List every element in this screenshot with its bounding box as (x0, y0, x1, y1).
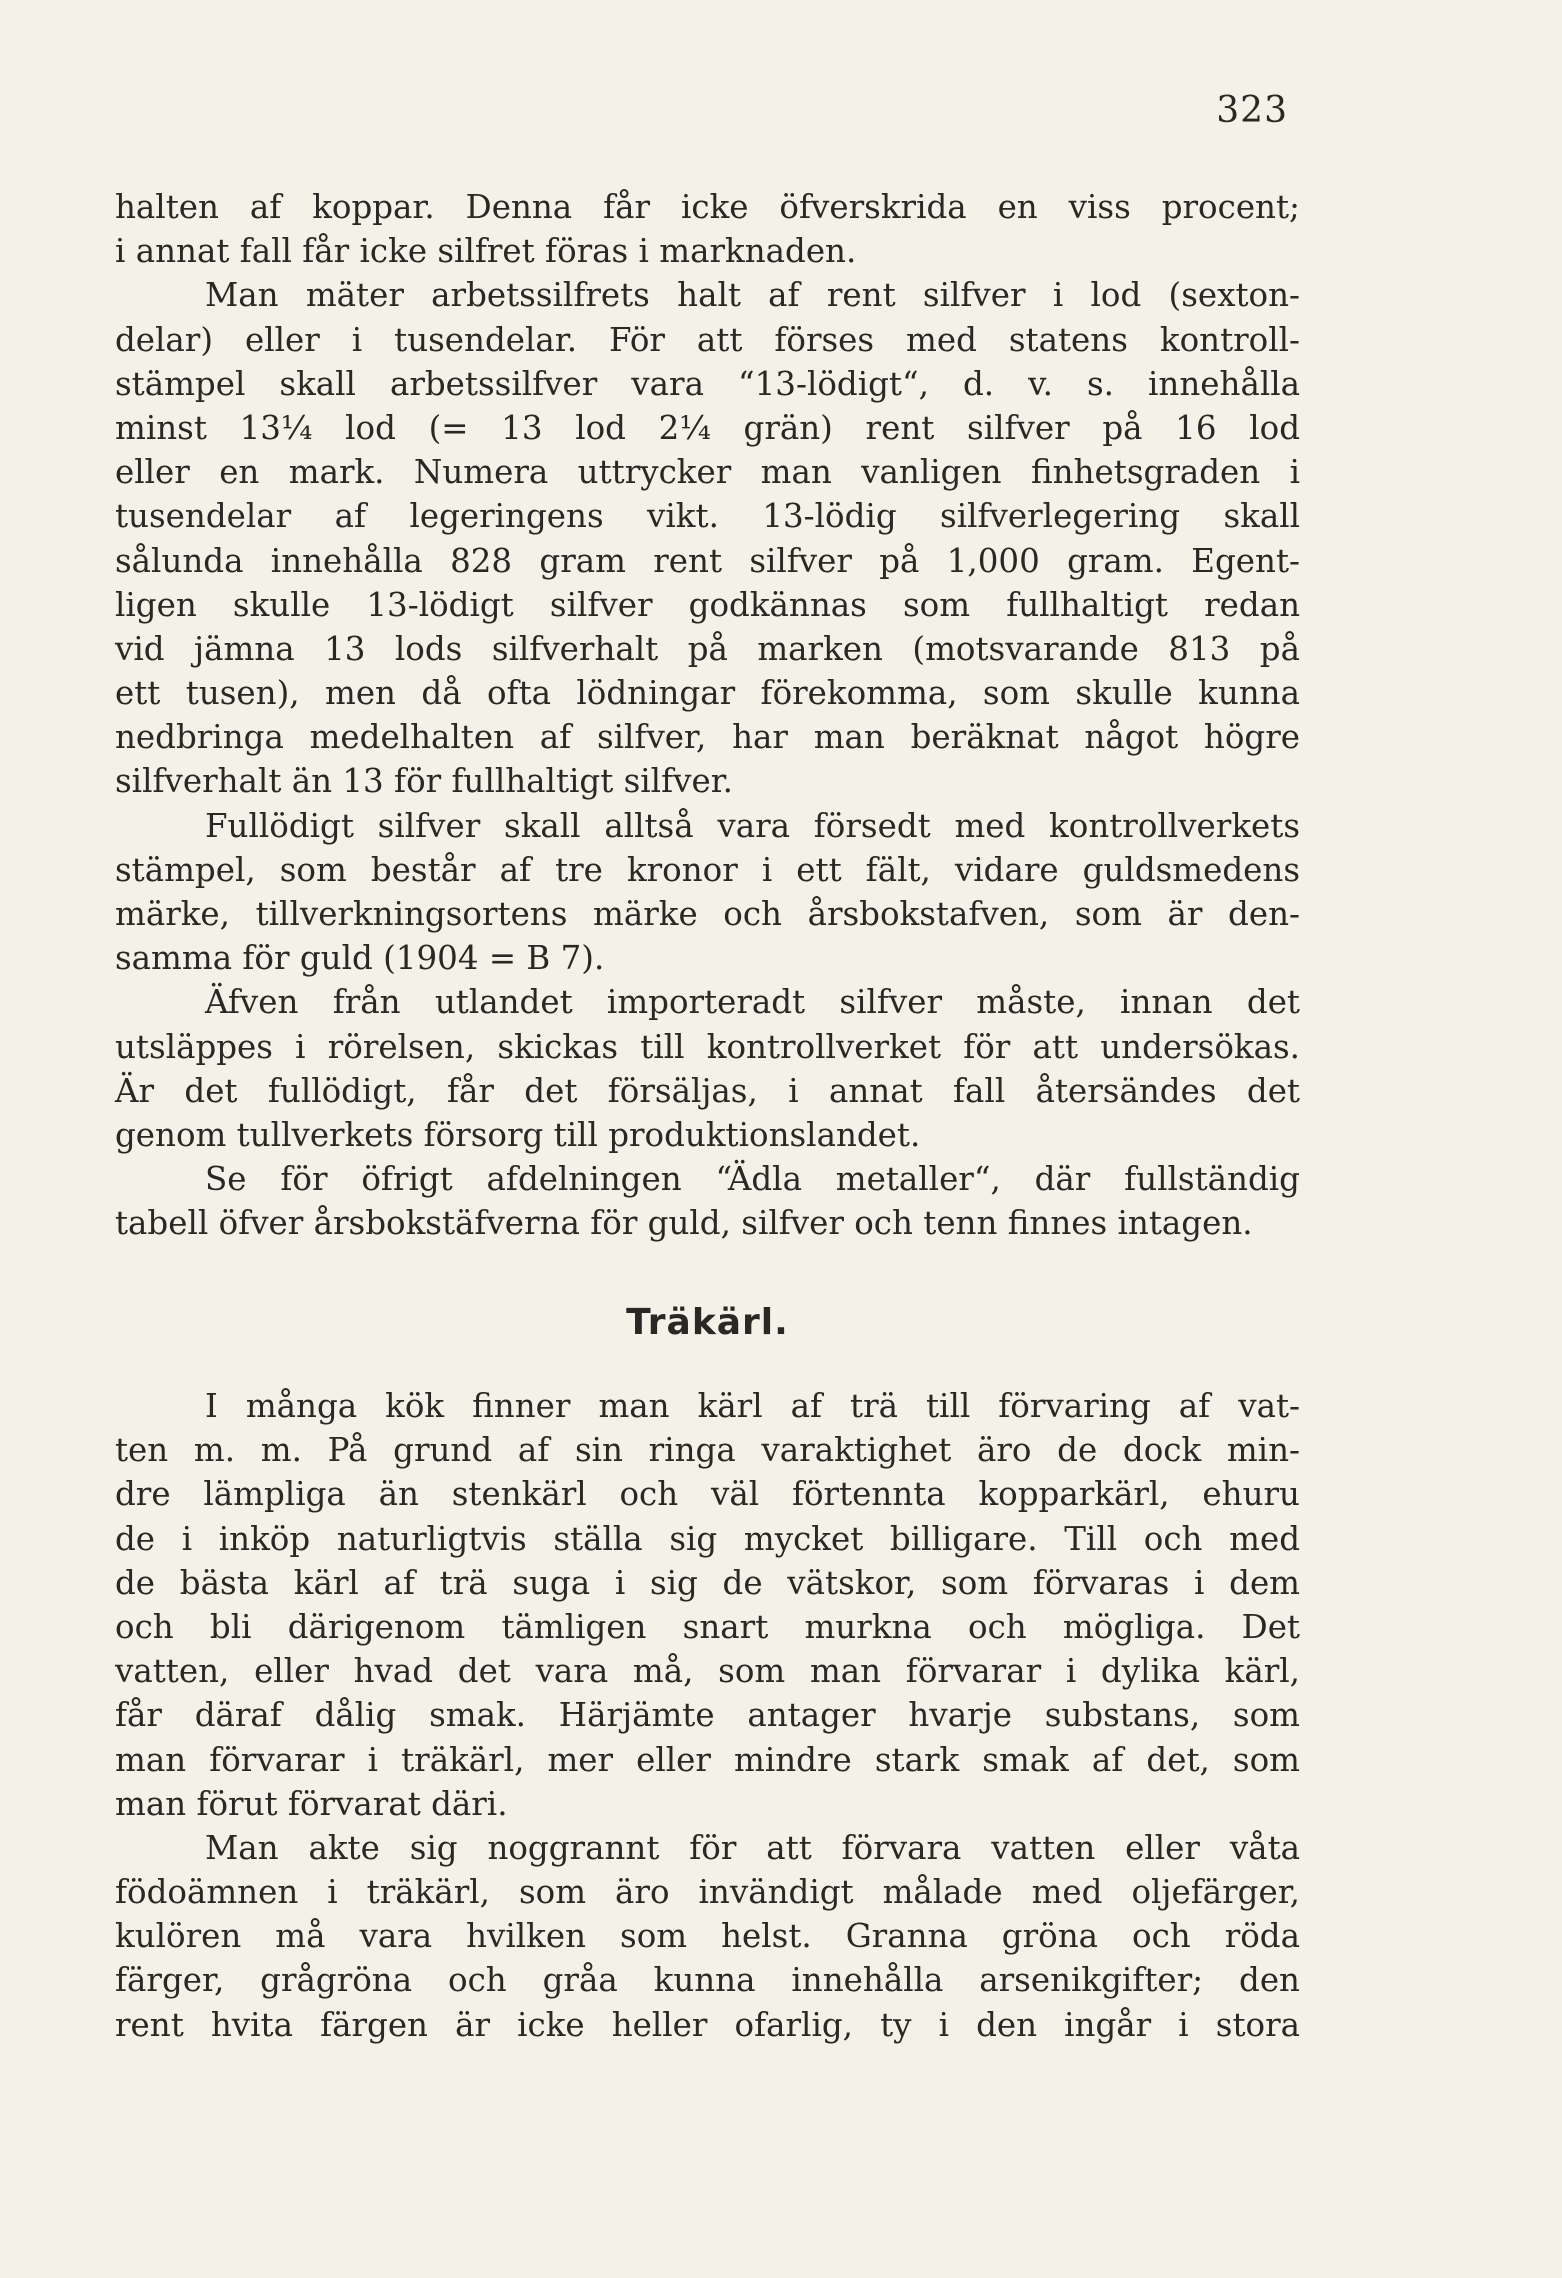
text-line: minst 13¼ lod (= 13 lod 2¼ grän) rent silfver på 16 lod (115, 408, 1300, 447)
text-line: de i inköp naturligtvis ställa sig mycket billigare. Till och med (115, 1519, 1300, 1558)
text-line: får däraf dålig smak. Härjämte antager hvarje substans, som (115, 1696, 1300, 1735)
text-line: Se för öfrigt afdelningen “Ädla metaller“, där fullständig (205, 1160, 1300, 1199)
text-line: Fullödigt silfver skall alltså vara försedt med kontrollverkets (205, 806, 1300, 845)
text-line: kulören må vara hvilken som helst. Granna gröna och röda (115, 1917, 1300, 1956)
page-number: 323 (1216, 90, 1288, 131)
text-line: man förut förvarat däri. (115, 1784, 508, 1823)
text-line: Man akte sig noggrannt för att förvara vatten eller våta (205, 1828, 1300, 1867)
text-line: färger, grågröna och gråa kunna innehålla arsenikgifter; den (115, 1961, 1300, 2000)
text-line: tabell öfver årsbokstäfverna för guld, silfver och tenn finnes intagen. (115, 1204, 1253, 1243)
text-line: och bli därigenom tämligen snart murkna och mögliga. Det (115, 1607, 1300, 1646)
text-line: silfverhalt än 13 för fullhaltigt silfver. (115, 762, 733, 801)
text-line: märke, tillverkningsortens märke och årsbokstafven, som är den- (115, 895, 1300, 933)
text-line: stämpel skall arbetssilfver vara “13-lödigt“, d. v. s. innehålla (115, 364, 1300, 403)
text-line: de bästa kärl af trä suga i sig de vätskor, som förvaras i dem (115, 1563, 1300, 1602)
text-line: dre lämpliga än stenkärl och väl förtennta kopparkärl, ehuru (115, 1475, 1300, 1514)
text-line: I många kök finner man kärl af trä till förvaring af vat- (205, 1387, 1300, 1425)
text-line: ett tusen), men då ofta lödningar förekomma, som skulle kunna (115, 674, 1300, 713)
text-line: Äfven från utlandet importeradt silfver måste, innan det (205, 983, 1300, 1022)
text-line: vid jämna 13 lods silfverhalt på marken (motsvarande 813 på (115, 629, 1300, 668)
text-line: eller en mark. Numera uttrycker man vanligen finhetsgraden i (115, 453, 1300, 492)
text-line: Är det fullödigt, får det försäljas, i annat fall återsändes det (115, 1071, 1300, 1110)
body-text-wooden-vessels (115, 1384, 1300, 2047)
text-line: utsläppes i rörelsen, skickas till kontrollverket för att undersökas. (115, 1027, 1300, 1066)
text-line: genom tullverkets försorg till produktionslandet. (115, 1115, 921, 1154)
text-line: halten af koppar. Denna får icke öfverskrida en viss procent; (115, 188, 1300, 226)
text-line: nedbringa medelhalten af silfver, har man beräknat något högre (115, 718, 1300, 757)
text-line: samma för guld (1904 = B 7). (115, 939, 605, 978)
text-line: i annat fall får icke silfret föras i marknaden. (115, 232, 857, 271)
text-line: vatten, eller hvad det vara må, som man förvarar i dylika kärl, (115, 1652, 1300, 1691)
text-line: man förvarar i träkärl, mer eller mindre stark smak af det, som (115, 1740, 1300, 1779)
text-line: födoämnen i träkärl, som äro invändigt målade med oljefärger, (115, 1873, 1300, 1912)
text-line: stämpel, som består af tre kronor i ett fält, vidare guldsmedens (115, 850, 1300, 889)
text-line: delar) eller i tusendelar. För att förses med statens kontroll- (115, 320, 1300, 359)
text-line: Man mäter arbetssilfrets halt af rent silfver i lod (sexton- (205, 276, 1300, 315)
text-line: rent hvita färgen är icke heller ofarlig, ty i den ingår i stora (115, 2005, 1300, 2044)
text-line: tusendelar af legeringens vikt. 13-lödig silfverlegering skall (115, 497, 1300, 536)
body-text-silver (115, 185, 1300, 1246)
text-line: sålunda innehålla 828 gram rent silfver på 1,000 gram. Egent- (115, 541, 1300, 580)
section-heading: Träkärl. (626, 1302, 789, 1343)
text-line: ligen skulle 13-lödigt silfver godkännas som fullhaltigt redan (115, 585, 1300, 624)
text-line: ten m. m. På grund af sin ringa varaktighet äro de dock min- (115, 1431, 1300, 1470)
